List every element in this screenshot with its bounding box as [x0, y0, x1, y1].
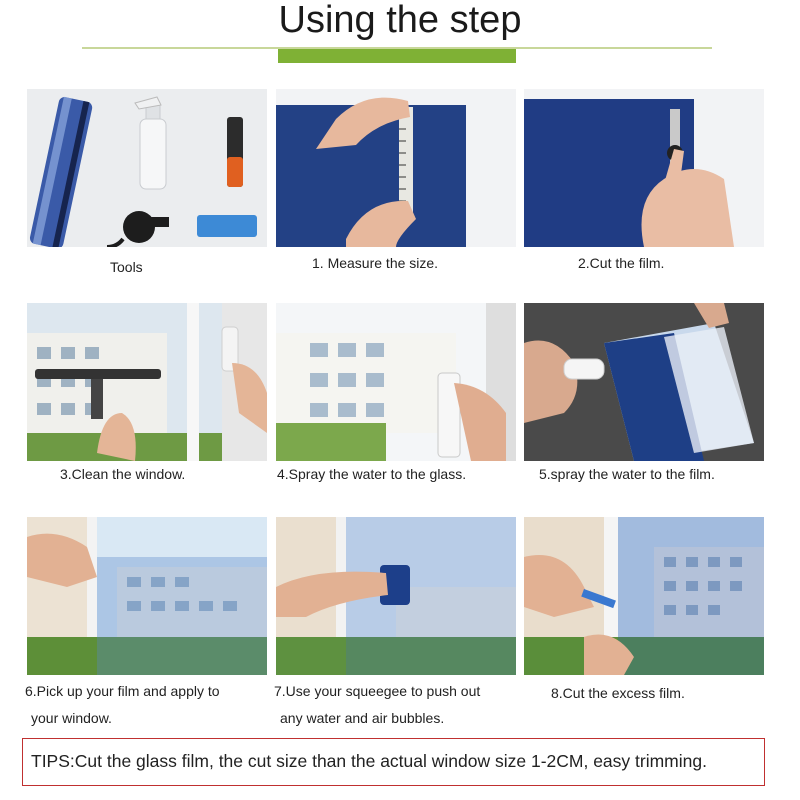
step-caption-line2: any water and air bubbles. [280, 710, 445, 726]
spray-film-photo [524, 303, 764, 461]
step-caption: 2.Cut the film. [578, 255, 665, 271]
step-caption: 1. Measure the size. [312, 255, 439, 271]
step-caption-line1: 6.Pick up your film and apply to [25, 683, 220, 699]
measure-photo [276, 89, 516, 247]
cut-film-photo [524, 89, 764, 247]
step-caption: Tools [110, 259, 143, 275]
page-title: Using the step [278, 0, 522, 41]
step-caption: 8.Cut the excess film. [551, 685, 685, 701]
tools-photo [27, 89, 267, 247]
step-caption: 3.Clean the window. [60, 466, 186, 482]
trim-film-photo [524, 517, 764, 675]
spray-glass-photo [276, 303, 516, 461]
squeegee-photo [276, 517, 516, 675]
step-caption: 5.spray the water to the film. [539, 466, 715, 482]
step-caption-line1: 7.Use your squeegee to push out [274, 683, 481, 699]
step-caption: 4.Spray the water to the glass. [277, 466, 467, 482]
tips-text: TIPS:Cut the glass film, the cut size than the actual window size 1-2CM, easy trimming. [31, 751, 707, 771]
tips-box [22, 738, 765, 786]
clean-window-photo [27, 303, 267, 461]
step-caption-line2: your window. [31, 710, 112, 726]
apply-film-photo [27, 517, 267, 675]
title-accent-bar [278, 49, 516, 63]
